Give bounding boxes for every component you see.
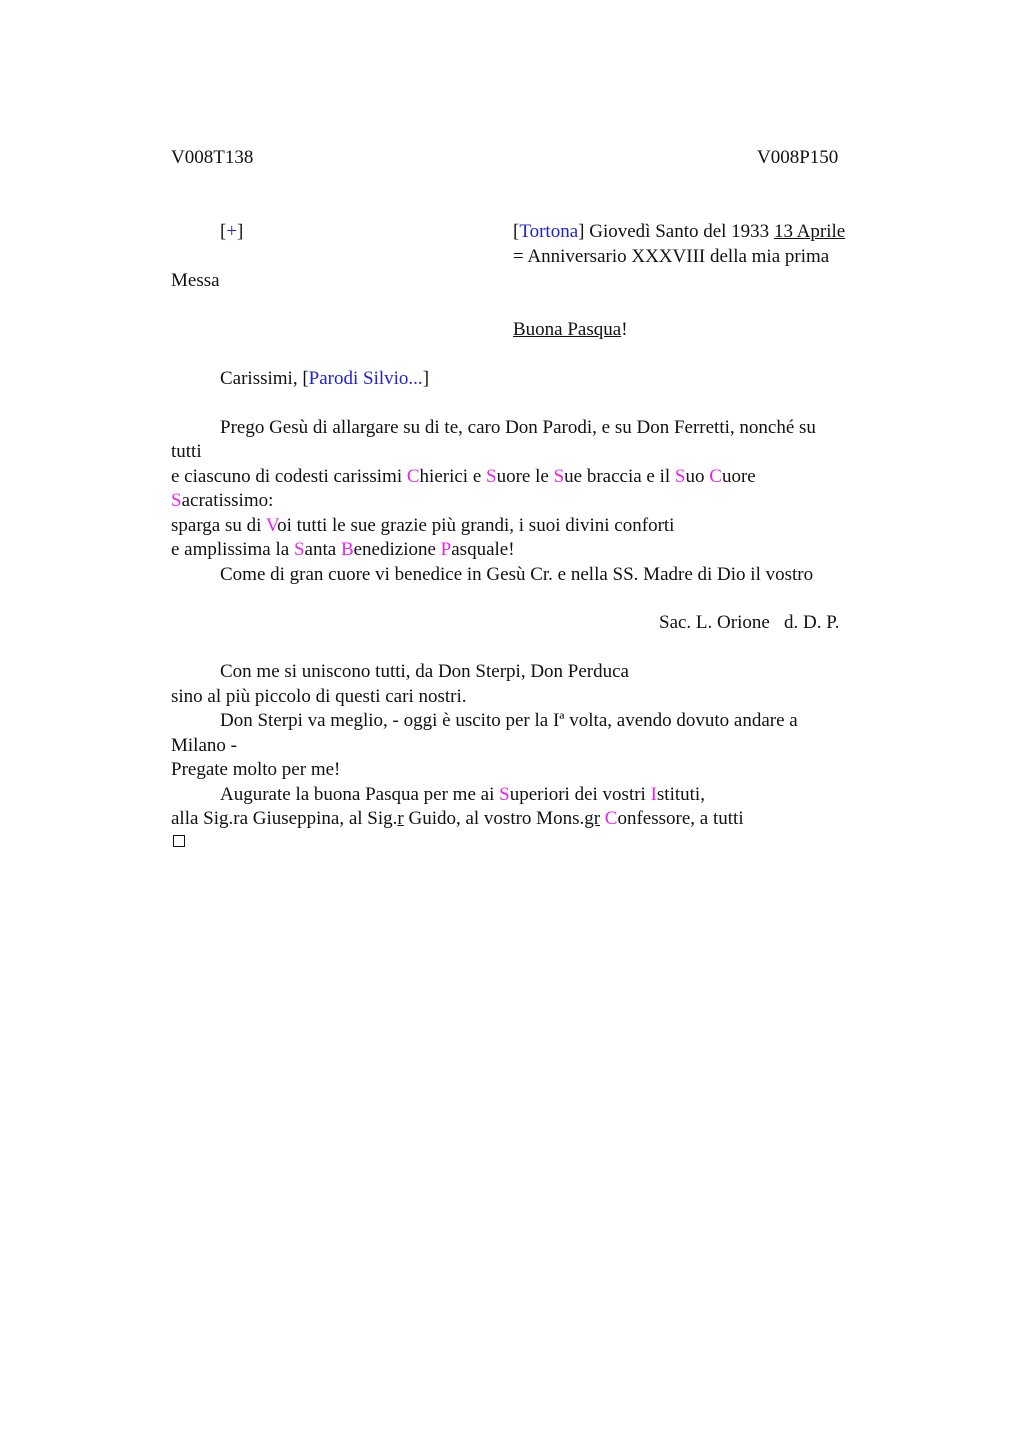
greeting-underlined: Buona Pasqua [513,319,622,340]
body-line-5: sparga su di Voi tutti le sue grazie più grandi, i suoi divini conforti [171,515,675,536]
end-square-icon [173,835,185,847]
body-line-2: tutti [171,441,202,462]
postscript-line-4: Milano - [171,735,237,756]
header-left-code: V008T138 [171,147,254,168]
date-underlined: 13 Aprile [773,221,846,242]
body-line-7: Come di gran cuore vi benedice in Gesù Cr. e nella SS. Madre di Dio il vostro [220,564,814,585]
body-line-4: Sacratissimo: [171,490,274,511]
greeting-line: Buona Pasqua! [513,319,628,340]
header-right-code: V008P150 [757,147,839,168]
messa-line: Messa [171,270,220,291]
salutation-line: Carissimi, [Parodi Silvio...] [220,368,430,389]
postscript-line-1: Con me si uniscono tutti, da Don Sterpi, Don Perduca [220,661,629,682]
body-line-1: Prego Gesù di allargare su di te, caro Don Parodi, e su Don Ferretti, nonché su [220,417,816,438]
cross-mark: [+] [220,221,244,242]
postscript-line-5: Pregate molto per me! [171,759,341,780]
body-line-6: e amplissima la Santa Benedizione Pasquale! [171,539,515,560]
postscript-line-6: Augurate la buona Pasqua per me ai Superiori dei vostri Istituti, [220,784,705,805]
date-line: [Tortona] Giovedì Santo del 1933 13 Aprile [513,221,846,242]
postscript-line-7: alla Sig.ra Giuseppina, al Sig.r Guido, al vostro Mons.gr Confessore, a tutti [171,808,744,829]
postscript-line-3: Don Sterpi va meglio, - oggi è uscito per la Iª volta, avendo dovuto andare a [220,710,798,731]
postscript-line-2: sino al più piccolo di questi cari nostri. [171,686,467,707]
body-line-3: e ciascuno di codesti carissimi Chierici e Suore le Sue braccia e il Suo Cuore [171,466,756,487]
place-link[interactable]: Tortona [519,221,579,242]
cross-link[interactable]: + [226,221,238,242]
signature: Sac. L. Orione d. D. P. [659,612,840,633]
recipient-link[interactable]: Parodi Silvio... [308,368,423,389]
anniversary-line: = Anniversario XXXVIII della mia prima [513,246,830,267]
